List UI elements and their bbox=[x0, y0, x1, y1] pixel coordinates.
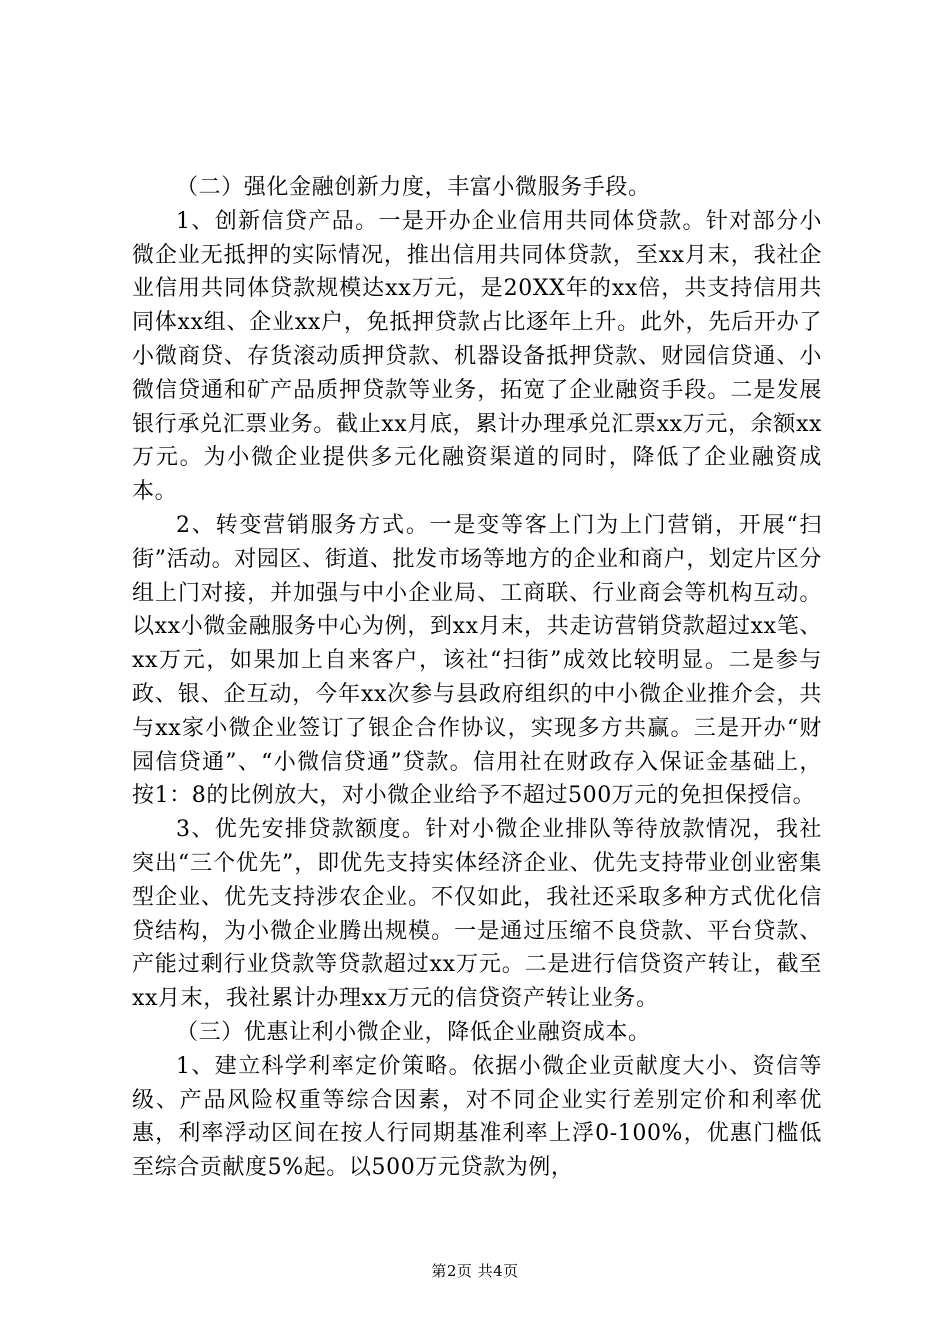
paragraph-loan-quota: 3、优先安排贷款额度。针对小微企业排队等待放款情况，我社突出“三个优先”，即优先支持实体经济企业、优先支持带业创业密集型企业、优先支持涉农企业。不仅如此，我社还采取多种方式优化信贷结构，为小微企业腾出规模。一是通过压缩不良贷款、平台贷款、产能过剩行业贷款等贷款超过xx万元。二是进行信贷资产转让，截至xx月末，我社累计办理xx万元的信贷资产转让业务。 bbox=[132, 817, 822, 1012]
paragraph-interest-rate: 1、建立科学利率定价策略。依据小微企业贡献度大小、资信等级、产品风险权重等综合因素，对不同企业实行差别定价和利率优惠，利率浮动区间在按人行同期基准利率上浮0-100%，优惠门槛低至综合贡献度5%起。以500万元贷款为例， bbox=[132, 1053, 822, 1181]
document-body bbox=[132, 171, 822, 1185]
section-heading-3: （三）优惠让利小微企业，降低企业融资成本。 bbox=[176, 1019, 651, 1045]
section-heading-2: （二）强化金融创新力度，丰富小微服务手段。 bbox=[176, 175, 651, 200]
paragraph-credit-products: 1、创新信贷产品。一是开办企业信用共同体贷款。针对部分小微企业无抵押的实际情况，推出信用共同体贷款，至xx月末，我社企业信用共同体贷款规模达xx万元，是20XX年的xx倍，共支持信用共同体xx组、企业xx户，免抵押贷款占比逐年上升。此外，先后开办了小微商贷、存货滚动质押贷款、机器设备抵押贷款、财园信贷通、小微信贷通和矿产品质押贷款等业务，拓宽了企业融资手段。二是发展银行承兑汇票业务。截止xx月底，累计办理承兑汇票xx万元，余额xx万元。为小微企业提供多元化融资渠道的同时，降低了企业融资成本。 bbox=[132, 208, 822, 505]
page-footer: 第2页 共4页 bbox=[431, 1262, 519, 1280]
paragraph-marketing-service: 2、转变营销服务方式。一是变等客上门为上门营销，开展“扫街”活动。对园区、街道、批发市场等地方的企业和商户，划定片区分组上门对接，并加强与中小企业局、工商联、行业商会等机构互动。以xx小微金融服务中心为例，到xx月末，共走访营销贷款超过xx笔、xx万元，如果加上自来客户，该社“扫街”成效比较明显。二是参与政、银、企互动，今年xx次参与县政府组织的中小微企业推介会，共与xx家小微企业签订了银企合作协议，实现多方共赢。三是开办“财园信贷通”、“小微信贷通”贷款。信用社在财政存入保证金基础上，按1：8的比例放大，对小微企业给予不超过500万元的免担保授信。 bbox=[132, 512, 822, 809]
